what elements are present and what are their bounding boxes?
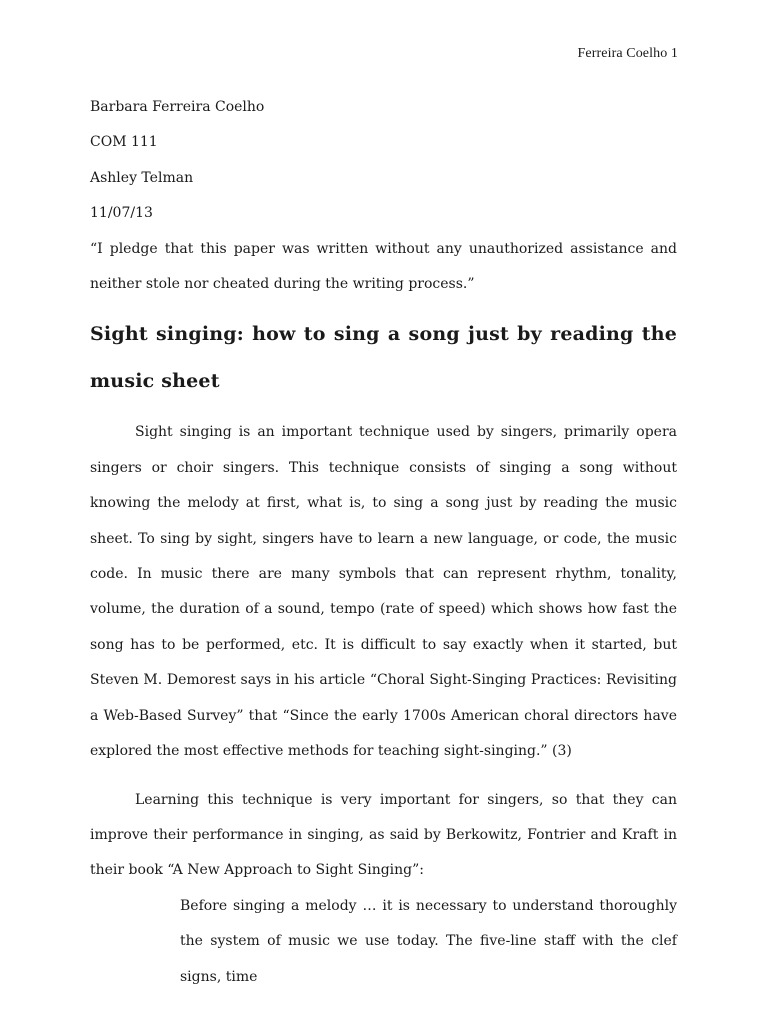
paper-title: Sight singing: how to sing a song just by reading the music sheet [90, 323, 677, 393]
course-code: COM 111 [90, 134, 158, 151]
author-name: Barbara Ferreira Coelho [90, 99, 265, 115]
body-paragraph-2: Learning this technique is very important for singers, so that they can improve their performance in singing, as said by Berkowitz, Fontrier and Kraft in their book “A New Approach to Sight Singing”: [90, 791, 677, 879]
body-paragraph-1: Sight singing is an important technique used by singers, primarily opera singers or choir singers. This technique consists of singing a song without knowing the melody at first, what is, to sing a song just by reading the music sheet. To sing by sight, singers have to learn a new language, or code, the music code. In music there are many symbols that can represent rhythm, tonality, volume, the duration of a sound, tempo (rate of speed) which shows how fast the song has to be performed, etc. It is difficult to say exactly when it started, but Steven M. Demorest says in his article “Choral Sight-Singing Practices: Revisiting a Web-Based Survey” that “Since the early 1700s American choral directors have explored the most effective methods for teaching sight-singing.” (3) [90, 424, 677, 760]
running-header: Ferreira Coelho 1 [577, 46, 678, 61]
date-line: 11/07/13 [90, 205, 153, 222]
instructor-name: Ashley Telman [90, 169, 194, 186]
document-body [90, 90, 677, 995]
block-quote: Before singing a melody … it is necessary to understand thoroughly the system of music we use today. The five-line staff with the clef signs, time [180, 897, 677, 985]
honor-pledge: “I pledge that this paper was written without any unauthorized assistance and neither stole nor cheated during the writing process.” [90, 240, 677, 293]
